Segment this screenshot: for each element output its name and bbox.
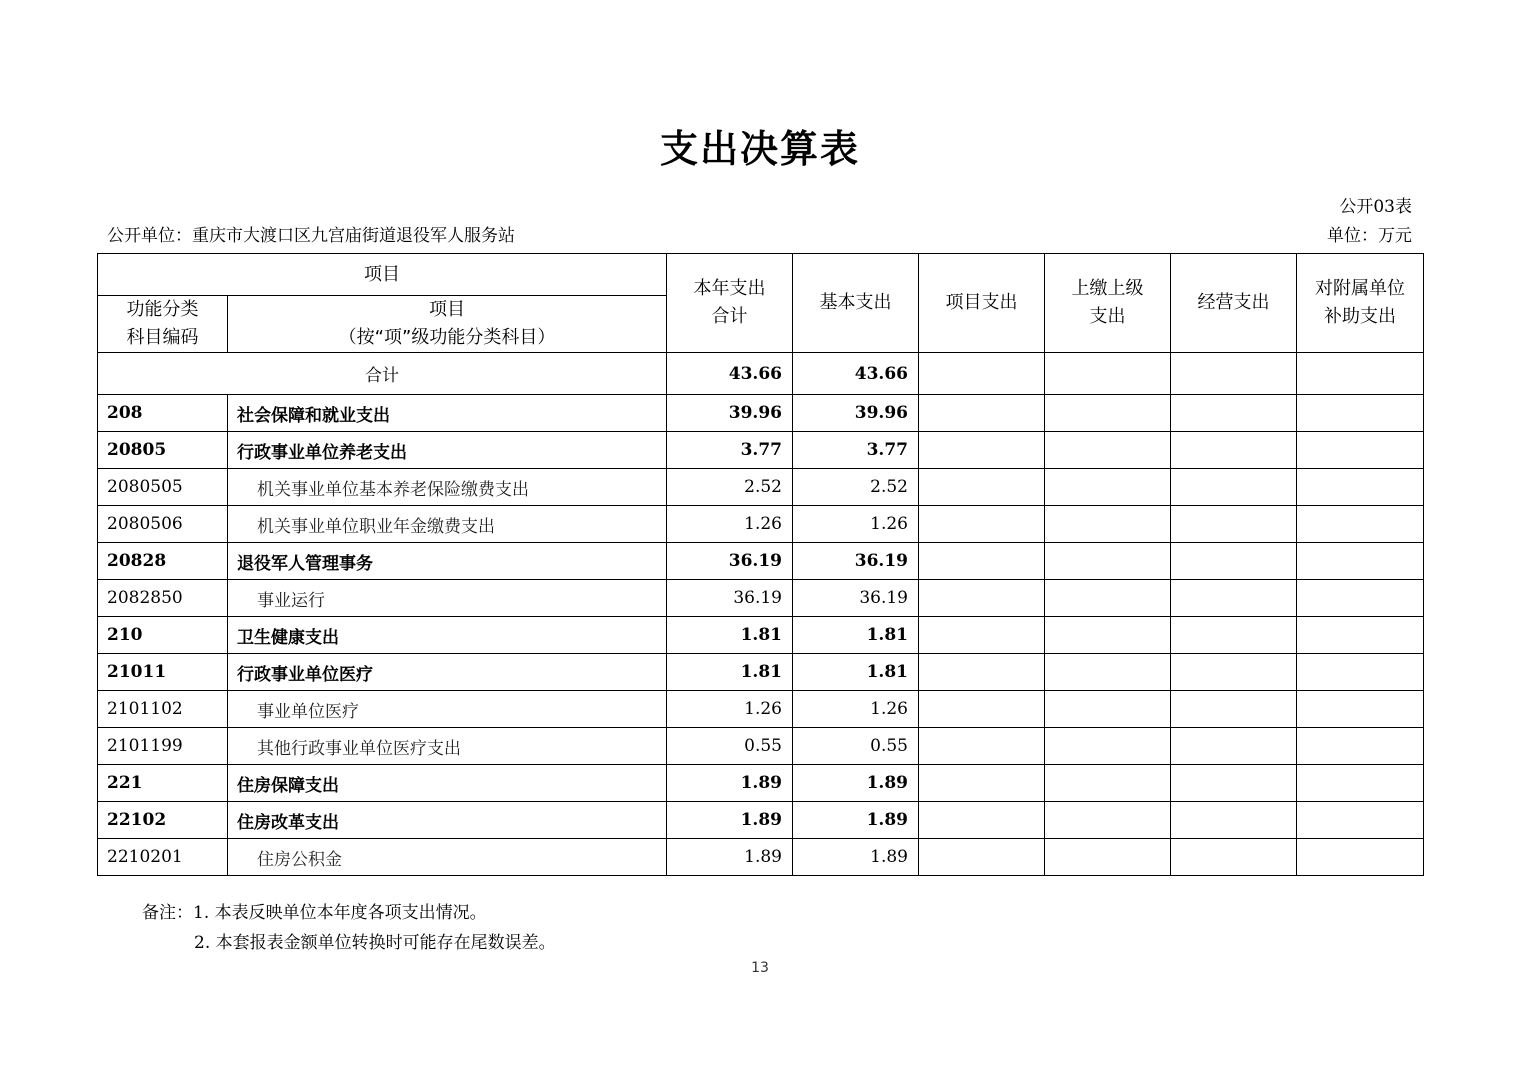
row-project: [919, 839, 1045, 876]
header-name-line2: （按“项”级功能分类科目）: [338, 327, 556, 348]
row-basic: 39.96: [793, 395, 919, 432]
table-row: [98, 543, 1424, 580]
header-superior: [1045, 254, 1171, 353]
row-name: 行政事业单位医疗: [228, 654, 667, 691]
row-project: [919, 506, 1045, 543]
row-business: [1171, 432, 1297, 469]
row-project: [919, 580, 1045, 617]
row-total: 2.52: [667, 469, 793, 506]
row-total: 1.26: [667, 691, 793, 728]
row-subsidiary: [1297, 469, 1424, 506]
reporting-unit: 公开单位：重庆市大渡口区九宫庙街道退役军人服务站: [107, 226, 515, 246]
header-superior-line1: 上缴上级: [1071, 278, 1144, 299]
header-subsidiary: [1297, 254, 1424, 353]
row-name: 机关事业单位职业年金缴费支出: [228, 506, 667, 543]
row-project: [919, 728, 1045, 765]
row-subsidiary: [1297, 395, 1424, 432]
row-basic: 36.19: [793, 543, 919, 580]
row-total: 1.81: [667, 617, 793, 654]
row-code: 2082850: [98, 580, 228, 617]
row-code: 2101102: [98, 691, 228, 728]
row-name: 事业单位医疗: [228, 691, 667, 728]
row-superior: [1045, 839, 1171, 876]
row-total: 1.89: [667, 839, 793, 876]
table-row: [98, 506, 1424, 543]
note-2: 2. 本套报表金额单位转换时可能存在尾数误差。: [194, 933, 556, 953]
row-superior: [1045, 691, 1171, 728]
table-row: [98, 395, 1424, 432]
row-code: 2210201: [98, 839, 228, 876]
row-business: [1171, 691, 1297, 728]
row-total: 39.96: [667, 395, 793, 432]
row-subsidiary: [1297, 432, 1424, 469]
row-project: [919, 617, 1045, 654]
table-row: [98, 691, 1424, 728]
total-basic: 43.66: [793, 353, 919, 395]
header-superior-line2: 支出: [1089, 306, 1126, 327]
row-name: 卫生健康支出: [228, 617, 667, 654]
header-business: 经营支出: [1171, 254, 1297, 353]
row-superior: [1045, 765, 1171, 802]
row-subsidiary: [1297, 839, 1424, 876]
row-total: 1.81: [667, 654, 793, 691]
row-business: [1171, 543, 1297, 580]
header-code-line2: 科目编码: [126, 327, 199, 348]
row-total: 36.19: [667, 543, 793, 580]
row-code: 208: [98, 395, 228, 432]
header-name: [228, 296, 667, 353]
table-row: [98, 839, 1424, 876]
row-subsidiary: [1297, 543, 1424, 580]
total-label: 合计: [98, 353, 667, 395]
row-basic: 1.89: [793, 802, 919, 839]
row-superior: [1045, 617, 1171, 654]
row-business: [1171, 395, 1297, 432]
table-row: [98, 765, 1424, 802]
row-code: 22102: [98, 802, 228, 839]
row-total: 1.26: [667, 506, 793, 543]
row-code: 210: [98, 617, 228, 654]
row-business: [1171, 506, 1297, 543]
expenditure-table: [97, 253, 1424, 876]
table-row: [98, 654, 1424, 691]
header-project: 项目支出: [919, 254, 1045, 353]
header-basic: 基本支出: [793, 254, 919, 353]
table-row: [98, 580, 1424, 617]
header-code-line1: 功能分类: [126, 299, 199, 320]
row-total: 0.55: [667, 728, 793, 765]
row-project: [919, 432, 1045, 469]
row-name: 行政事业单位养老支出: [228, 432, 667, 469]
row-code: 2080506: [98, 506, 228, 543]
row-basic: 0.55: [793, 728, 919, 765]
row-project: [919, 765, 1045, 802]
header-code: [98, 296, 228, 353]
header-item-group: 项目: [98, 254, 667, 296]
page-title: 支出决算表: [659, 127, 860, 171]
row-business: [1171, 469, 1297, 506]
total-subsidiary: [1297, 353, 1424, 395]
row-subsidiary: [1297, 580, 1424, 617]
row-name: 住房保障支出: [228, 765, 667, 802]
row-business: [1171, 617, 1297, 654]
table-row: [98, 469, 1424, 506]
row-code: 2080505: [98, 469, 228, 506]
row-basic: 1.89: [793, 765, 919, 802]
row-superior: [1045, 469, 1171, 506]
row-business: [1171, 802, 1297, 839]
row-superior: [1045, 802, 1171, 839]
row-project: [919, 469, 1045, 506]
row-superior: [1045, 580, 1171, 617]
row-basic: 3.77: [793, 432, 919, 469]
row-basic: 2.52: [793, 469, 919, 506]
row-name: 住房公积金: [228, 839, 667, 876]
row-code: 20828: [98, 543, 228, 580]
table-row: [98, 728, 1424, 765]
row-project: [919, 802, 1045, 839]
row-superior: [1045, 728, 1171, 765]
row-superior: [1045, 395, 1171, 432]
row-subsidiary: [1297, 654, 1424, 691]
header-name-line1: 项目: [429, 299, 465, 320]
row-code: 21011: [98, 654, 228, 691]
row-total: 1.89: [667, 802, 793, 839]
row-superior: [1045, 432, 1171, 469]
row-total: 1.89: [667, 765, 793, 802]
page-number: 13: [751, 960, 769, 976]
row-name: 事业运行: [228, 580, 667, 617]
header-total-line2: 合计: [711, 306, 748, 327]
row-business: [1171, 839, 1297, 876]
header-subsidiary-line2: 补助支出: [1324, 306, 1396, 327]
note-1: 备注：1. 本表反映单位本年度各项支出情况。: [142, 903, 487, 923]
notes: [142, 898, 556, 958]
row-basic: 1.26: [793, 506, 919, 543]
total-business: [1171, 353, 1297, 395]
row-subsidiary: [1297, 802, 1424, 839]
total-amount: 43.66: [667, 353, 793, 395]
row-superior: [1045, 543, 1171, 580]
row-basic: 1.81: [793, 617, 919, 654]
row-project: [919, 654, 1045, 691]
row-name: 住房改革支出: [228, 802, 667, 839]
row-business: [1171, 580, 1297, 617]
table-row: [98, 617, 1424, 654]
row-code: 2101199: [98, 728, 228, 765]
total-superior: [1045, 353, 1171, 395]
row-superior: [1045, 506, 1171, 543]
total-project: [919, 353, 1045, 395]
row-basic: 1.81: [793, 654, 919, 691]
row-project: [919, 691, 1045, 728]
table-row: [98, 432, 1424, 469]
form-number: 公开03表: [1339, 197, 1412, 217]
row-name: 退役军人管理事务: [228, 543, 667, 580]
currency-unit: 单位：万元: [1327, 226, 1412, 246]
row-basic: 36.19: [793, 580, 919, 617]
row-name: 社会保障和就业支出: [228, 395, 667, 432]
header-total: [667, 254, 793, 353]
row-total: 3.77: [667, 432, 793, 469]
table-row: [98, 802, 1424, 839]
row-business: [1171, 728, 1297, 765]
row-subsidiary: [1297, 728, 1424, 765]
header-total-line1: 本年支出: [693, 278, 766, 299]
header-subsidiary-line1: 对附属单位: [1315, 278, 1405, 299]
row-subsidiary: [1297, 506, 1424, 543]
row-project: [919, 395, 1045, 432]
row-total: 36.19: [667, 580, 793, 617]
row-code: 20805: [98, 432, 228, 469]
row-project: [919, 543, 1045, 580]
row-subsidiary: [1297, 691, 1424, 728]
row-superior: [1045, 654, 1171, 691]
row-business: [1171, 654, 1297, 691]
row-basic: 1.26: [793, 691, 919, 728]
row-name: 其他行政事业单位医疗支出: [228, 728, 667, 765]
row-name: 机关事业单位基本养老保险缴费支出: [228, 469, 667, 506]
row-basic: 1.89: [793, 839, 919, 876]
row-business: [1171, 765, 1297, 802]
row-code: 221: [98, 765, 228, 802]
row-subsidiary: [1297, 765, 1424, 802]
total-row: [98, 353, 1424, 395]
row-subsidiary: [1297, 617, 1424, 654]
